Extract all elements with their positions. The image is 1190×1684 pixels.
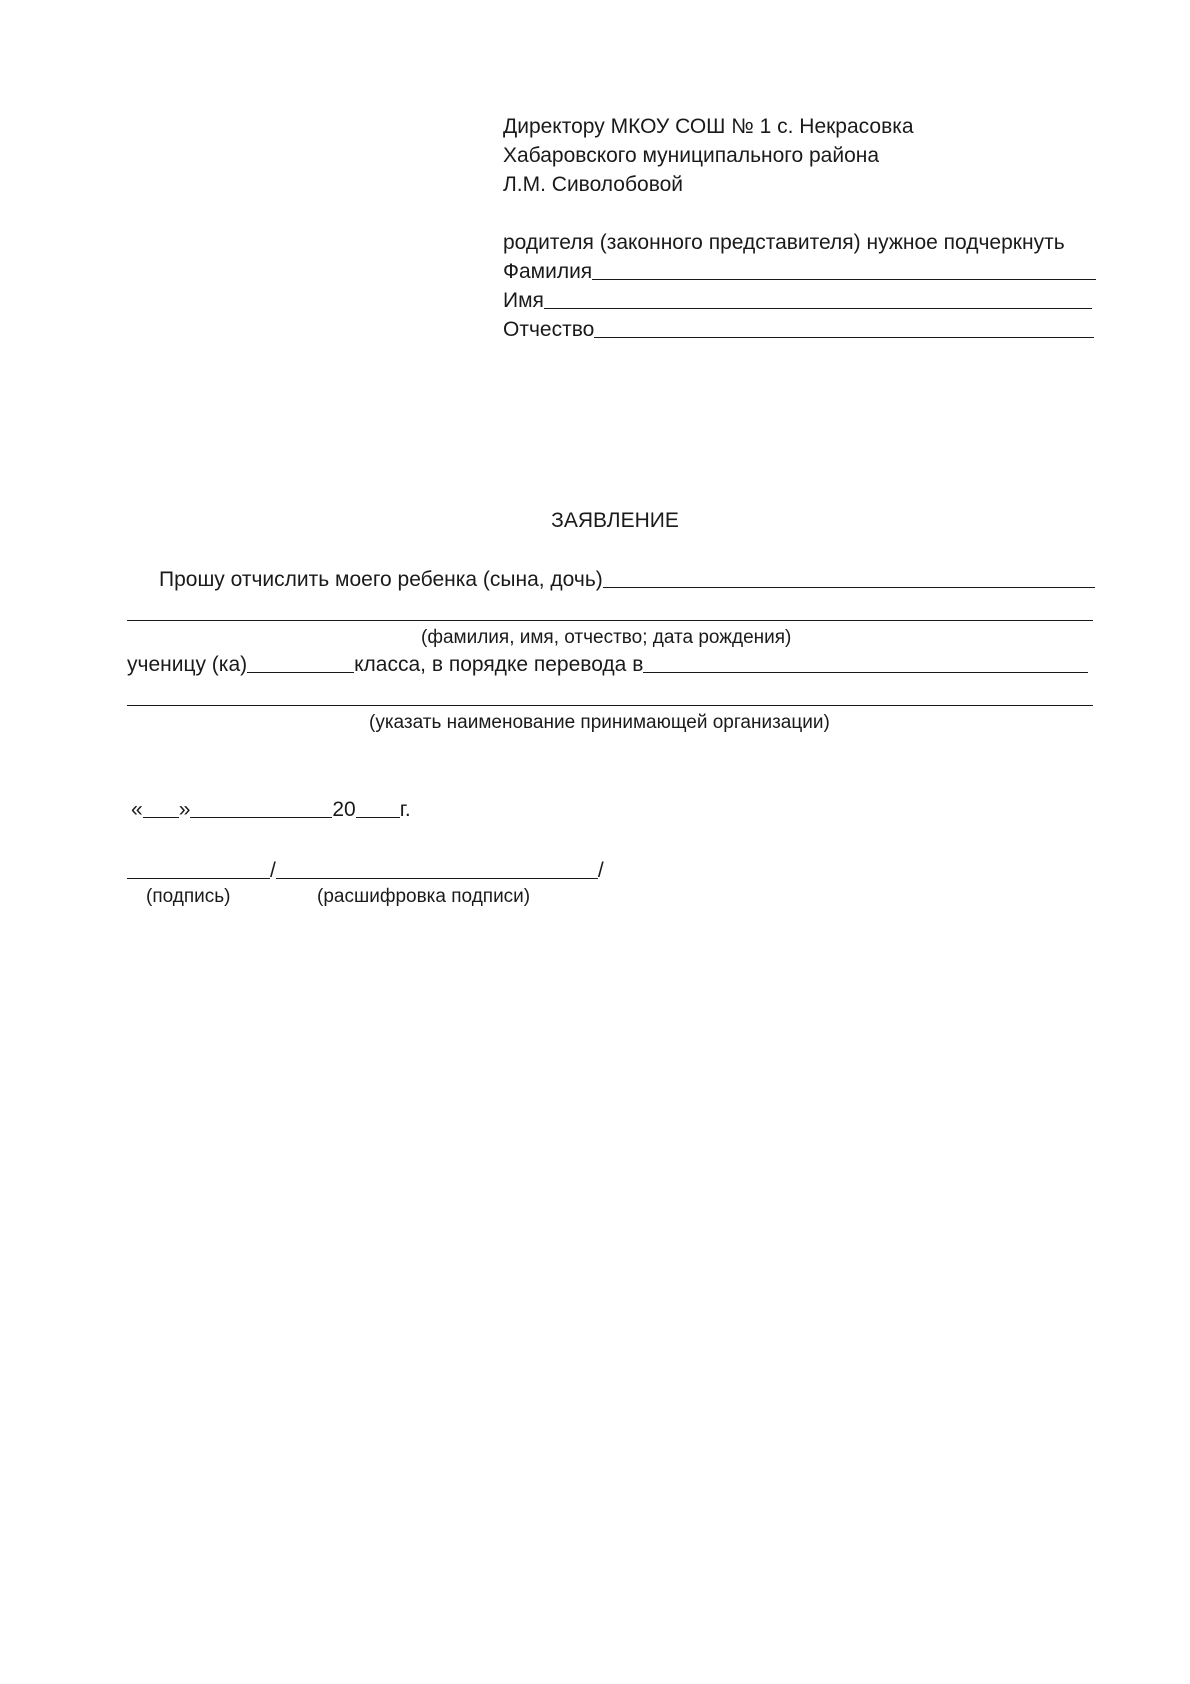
month-blank[interactable] [190,816,332,818]
patronymic-blank[interactable] [594,336,1094,338]
addressee-line-1: Директору МКОУ СОШ № 1 с. Некрасовка [503,115,914,138]
signature-decoding-caption: (расшифровка подписи) [317,886,531,907]
signature-separator: / [270,859,276,882]
patronymic-field[interactable] [503,317,1094,343]
child-caption: (фамилия, имя, отчество; дата рождения) [421,627,792,648]
year-blank[interactable] [356,816,400,818]
child-field[interactable] [159,567,1095,593]
pupil-label: ученицу (ка) [127,653,248,676]
surname-label: Фамилия [503,260,593,283]
patronymic-label: Отчество [503,318,595,341]
signature-field[interactable] [127,858,627,884]
signature-decoding-blank[interactable] [276,877,598,879]
year-prefix: 20 [332,798,356,821]
surname-field[interactable] [503,259,1096,285]
name-field[interactable] [503,288,1092,314]
signature-end: / [597,859,604,882]
class-text: класса, в порядке перевода в [354,653,644,676]
name-label: Имя [503,289,544,312]
applicant-role: родителя (законного представителя) нужное подчеркнуть [503,231,1065,254]
surname-blank[interactable] [592,278,1096,280]
child-blank[interactable] [603,586,1095,588]
pupil-class-field[interactable] [127,652,1088,678]
organization-blank[interactable] [643,671,1088,673]
document-title: ЗАЯВЛЕНИЕ [551,509,679,532]
name-blank[interactable] [544,307,1092,309]
request-text: Прошу отчислить моего ребенка (сына, дочь) [159,568,603,591]
signature-blank[interactable] [127,877,270,879]
year-suffix: г. [399,798,411,821]
date-open-quote: « [131,798,143,821]
addressee-line-3: Л.М. Сиволобовой [503,173,684,196]
class-blank[interactable] [247,671,354,673]
date-field[interactable] [131,797,431,823]
child-continuation-line[interactable] [127,620,1093,621]
day-blank[interactable] [143,816,179,818]
organization-caption: (указать наименование принимающей организации) [369,712,830,733]
date-close-quote: » [178,798,191,821]
signature-caption: (подпись) [146,886,231,907]
addressee-line-2: Хабаровского муниципального района [503,144,880,167]
organization-continuation-line[interactable] [127,705,1093,706]
